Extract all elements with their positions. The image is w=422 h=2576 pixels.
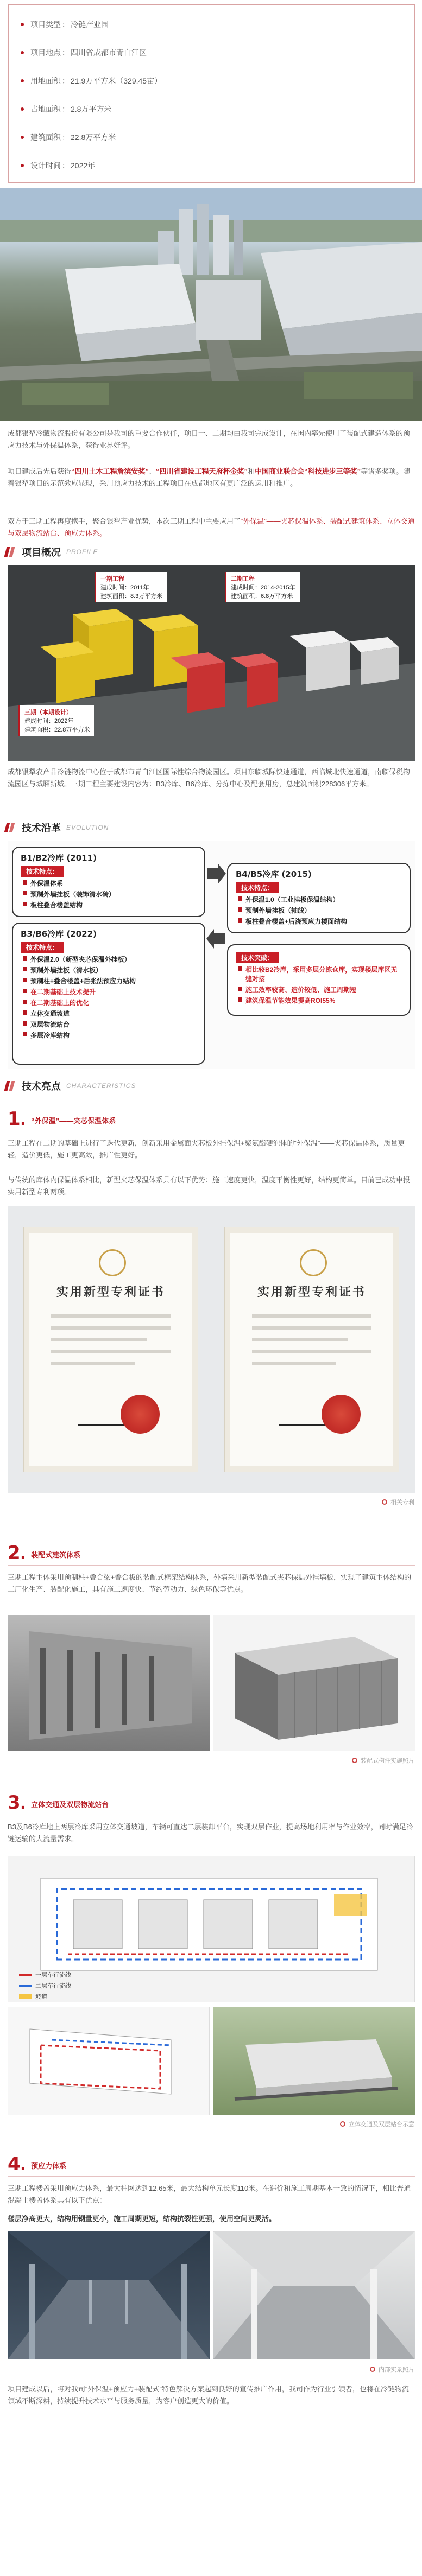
info-value: 冷链产业园: [71, 20, 109, 29]
patent-certificate-2: 实用新型专利证书: [225, 1227, 399, 1472]
feature-title: 装配式建筑体系: [31, 1551, 81, 1559]
award-2: “四川省建设工程天府杯金奖”: [156, 467, 248, 475]
emblem-icon: [300, 1249, 327, 1276]
divider: [8, 1565, 415, 1566]
evo-box-breakthrough: 技术突破： 相比较B2冷库，采用多层分拣仓库，实现楼层库区无缝对接 施工效率较高、造价较低、施工周期短 建筑保温节能效果提高ROI55%: [227, 944, 411, 1016]
overview-paragraph: 成都银犁农产品冷链物流中心位于成都市青白江区国际性综合物流园区。项目东临城际快速通道，西临城北快速通道，南临保税物流园区与城厢新城。三期工程主要建设内容为：B3冷库、B6冷库、分拣中心及配套用房，总建筑面积228306平方米。: [8, 768, 411, 788]
prefab-photo-2: [213, 1615, 415, 1751]
closing-paragraph: 项目建成以后，将对我司“外保温+预应力+装配式”特色解决方案起到良好的宣传推广作用，我司作为行业引领者，也将在冷链物流领域不断深耕，持续提升技术水平与服务质量，为客户创造更大的价值。: [8, 2385, 409, 2405]
arrow-right-icon: [205, 863, 227, 885]
evo-box-b3b6: B3/B6冷库 (2022) 技术特点： 外保温2.0（新型夹芯保温外挂板） 预制外墙挂板（清水板） 预制柱+叠合楼盖+后张法预应力结构 在二期基础上技术提升 在二期基础上的优化 立体交通坡道 双层物流站台 多层冷库结构: [12, 923, 205, 1065]
seal-stamp: [322, 1395, 361, 1434]
feature-1-head: 1 . “外保温”——夹芯保温体系: [8, 1108, 116, 1130]
caption-interior: 内部实景照片: [370, 2365, 414, 2374]
traffic-section: [8, 2007, 210, 2115]
award-3: 中国商业联合会“科技进步三等奖”: [255, 467, 361, 475]
patent-certificate-1: 实用新型专利证书: [24, 1227, 198, 1472]
caption-icon: [382, 1499, 387, 1505]
section-title: 项目概况: [22, 547, 61, 558]
plan-legend: 一层车行流线 二层车行流线 坡道: [19, 1970, 71, 2001]
caption-traffic: 立体交通及双层站台示意: [340, 2120, 414, 2128]
section-subtitle: PROFILE: [66, 548, 98, 556]
award-1: “四川土木工程詹滨安奖”: [71, 467, 149, 475]
info-value: 22.8万平方米: [71, 133, 116, 142]
info-row-design-year: 设计时间 ： 2022年: [21, 160, 95, 171]
info-value: 2.8万平方米: [71, 105, 112, 113]
bullet-icon: [21, 79, 24, 82]
patent-certificates: [8, 1206, 415, 1493]
arrow-left-icon: [205, 928, 227, 950]
project-info-card: [8, 4, 415, 183]
info-value: 2022年: [71, 161, 96, 170]
aerial-illustration: [0, 188, 422, 421]
intro-paragraph-3: 双方于三期工程再度携手，聚合银犁产业优势，本次三期工程中主要应用了“外保温”——夹芯保温体系、装配式建筑体系、立体交通与双层物流站台、预应力体系。: [8, 517, 415, 537]
info-key: 项目类型: [30, 20, 61, 29]
info-key: 占地面积: [30, 105, 61, 113]
seal-stamp: [121, 1395, 160, 1434]
section-head-profile: [5, 543, 98, 561]
interior-photo-2: [213, 2231, 415, 2359]
info-key: 设计时间: [30, 161, 61, 170]
phase1-label: 一期工程 建成时间：2011年 建筑面积：8.3万平方米: [95, 572, 167, 602]
traffic-section-illustration: [8, 2007, 210, 2116]
caption-patents: 相关专利: [382, 1498, 414, 1506]
traffic-aerial-rendering: [213, 2007, 415, 2115]
traffic-aerial-illustration: [213, 2007, 415, 2115]
info-key: 用地面积: [30, 77, 61, 85]
info-row-footprint: 占地面积 ： 2.8万平方米: [21, 103, 111, 115]
bullet-icon: [21, 23, 24, 26]
phase3-label: 三期（本期设计） 建成时间：2022年 建筑面积：22.8万平方米: [18, 705, 94, 736]
signature: [78, 1406, 127, 1426]
evolution-diagram: [8, 841, 415, 1069]
feature-2-head: 2 . 装配式建筑体系: [8, 1542, 81, 1564]
feature-3-paragraph: B3及B6冷库地上两层冷库采用立体交通坡道，车辆可直达二层装卸平台，实现双层作业，提高场地利用率与作业效率，同时满足冷链运输的大流量需求。: [8, 1823, 413, 1843]
feature-4-paragraph-2: 楼层净高更大，结构用钢量更小，施工周期更短，结构抗裂性更强，使用空间更灵活。: [8, 2215, 276, 2223]
feature-title: 预应力体系: [31, 2162, 67, 2170]
caption-icon: [370, 2367, 375, 2372]
feature-2-paragraph: 三期工程主体采用预制柱+叠合梁+叠合板的装配式框架结构体系，外墙采用新型装配式夹芯保温外挂墙板，实现了建筑主体结构的工厂化生产、装配化施工，具有施工速度快、节约劳动力、绿色环保等优点。: [8, 1573, 412, 1593]
interior-illustration-2: [213, 2231, 415, 2359]
caption-icon: [340, 2121, 345, 2127]
interior-illustration-1: [8, 2231, 210, 2359]
intro-highlight: “外保温”——夹芯保温体系、装配式建筑体系、立体交通与双层物流站台、预应力体系。: [8, 517, 415, 537]
bullet-icon: [21, 51, 24, 54]
prefab-photo-1: [8, 1615, 210, 1751]
section-subtitle: EVOLUTION: [66, 824, 109, 831]
section-head-evolution: [5, 818, 109, 837]
traffic-plan: [8, 1856, 415, 2002]
evo-box-b1b2: B1/B2冷库 (2011) 技术特点： 外保温体系 预制外墙挂板（装饰清水砖） 板柱叠合楼盖结构: [12, 847, 205, 917]
feature-title: 立体交通及双层物流站台: [31, 1801, 109, 1809]
section-mark-icon: [5, 546, 17, 558]
signature: [279, 1406, 328, 1426]
feature-4-head: 4 . 预应力体系: [8, 2153, 67, 2175]
divider: [8, 2176, 415, 2177]
overview-rendering: [8, 565, 415, 761]
info-row-land-area: 用地面积 ： 21.9万平方米（329.45亩）: [21, 75, 162, 87]
prefab-illustration-1: [8, 1615, 210, 1751]
section-subtitle: CHARACTERISTICS: [66, 1082, 136, 1090]
bullet-icon: [21, 107, 24, 111]
info-key: 项目地点: [30, 48, 61, 57]
aerial-site-photo: [0, 188, 422, 421]
interior-photo-1: [8, 2231, 210, 2359]
emblem-icon: [99, 1249, 126, 1276]
bullet-icon: [21, 164, 24, 167]
section-mark-icon: [5, 1080, 17, 1092]
evo-box-b4b5: B4/B5冷库 (2015) 技术特点： 外保温1.0（工业挂板保温结构） 预制外墙挂板（轴线） 板柱叠合楼盖+后浇预应力楼面结构: [227, 863, 411, 933]
feature-4-paragraph-1: 三期工程楼盖采用预应力体系，最大柱网达到12.65米，最大结构单元长度110米。在造价和施工周期基本一致的情况下，相比普通混凝土楼盖体系具有以下优点：: [8, 2184, 411, 2204]
info-key: 建筑面积: [30, 133, 61, 142]
feature-title: “外保温”——夹芯保温体系: [31, 1117, 116, 1125]
info-row-type: 项目类型 ： 冷链产业园: [21, 18, 109, 30]
intro-paragraph-1: 成都银犁冷藏物流股份有限公司是我司的重要合作伙伴，项目一、二期均由我司完成设计，在国内率先使用了装配式建造体系的预应力技术与外保温体系，获得业界好评。: [8, 429, 411, 449]
bullet-icon: [21, 136, 24, 139]
section-head-characteristics: [5, 1077, 136, 1095]
caption-prefab: 装配式构件实施照片: [352, 1756, 414, 1765]
phase2-label: 二期工程 建成时间：2014-2015年 建筑面积：6.8万平方米: [225, 572, 300, 602]
caption-icon: [352, 1758, 357, 1763]
section-mark-icon: [5, 822, 17, 834]
info-value: 四川省成都市青白江区: [71, 48, 147, 57]
info-row-location: 项目地点 ： 四川省成都市青白江区: [21, 47, 147, 59]
feature-1-paragraph-1: 三期工程在二期的基础上进行了迭代更新，创新采用金属面夹芯板外挂保温+聚氨酯硬泡体的“外保温”——夹芯保温体系，质量更轻，造价更低，施工更高效，推广性更好。: [8, 1139, 405, 1159]
info-value: 21.9万平方米（329.45亩）: [71, 77, 162, 85]
feature-3-head: 3 . 立体交通及双层物流站台: [8, 1792, 109, 1814]
info-row-building-area: 建筑面积 ： 22.8万平方米: [21, 131, 116, 143]
feature-1-paragraph-2: 与传统的库体内保温体系相比，新型夹芯保温体系具有以下优势：施工速度更快，温度平衡性更好，结构更简单。目前已成功申报实用新型专利两项。: [8, 1176, 411, 1196]
section-title: 技术沿革: [22, 823, 61, 834]
intro-paragraph-2: 项目建成后先后获得“四川土木工程詹滨安奖”、“四川省建设工程天府杯金奖”和中国商业联合会“科技进步三等奖”等诸多奖项。随着银犁项目的示范效应显现，采用预应力技术的工程项目在成都地区有更广泛的运用和推广。: [8, 467, 411, 487]
prefab-illustration-2: [213, 1615, 415, 1751]
section-title: 技术亮点: [22, 1081, 61, 1092]
